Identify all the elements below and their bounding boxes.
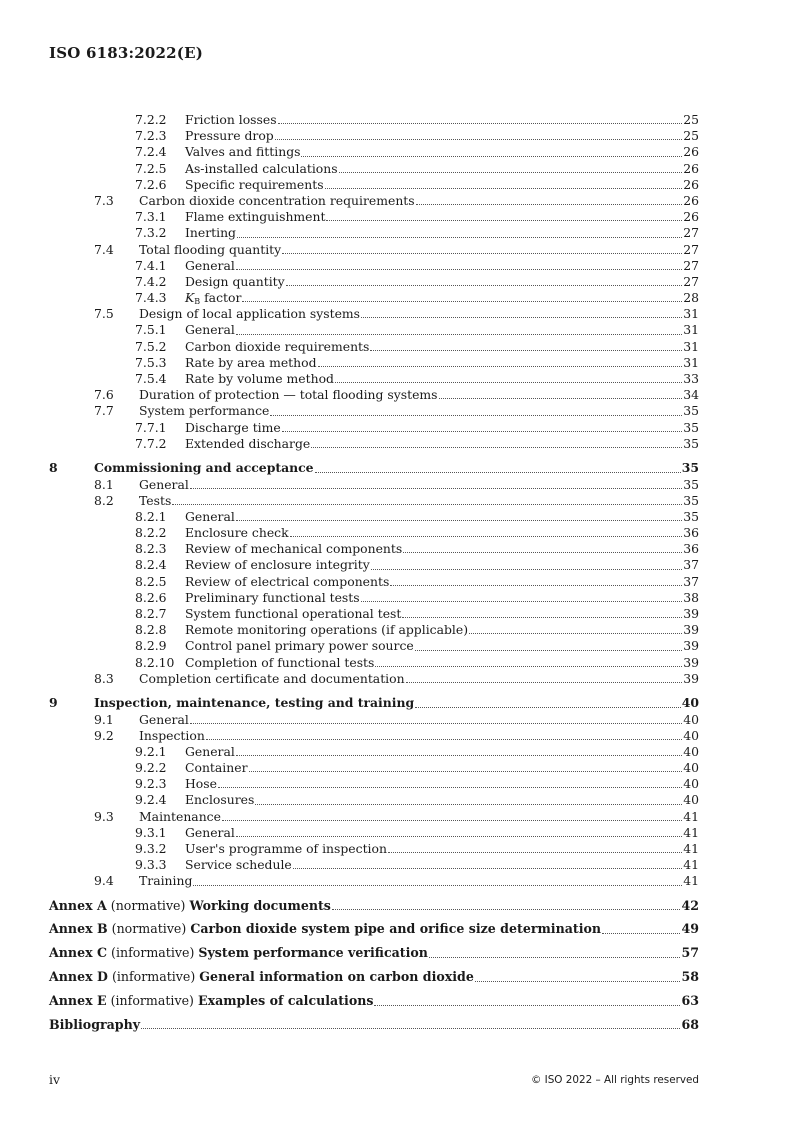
toc-entry-number: 8.2.1	[135, 508, 167, 524]
toc-entry[interactable]	[49, 371, 699, 387]
toc-entry-title: Commissioning and acceptance	[94, 460, 314, 476]
dot-leader	[249, 770, 683, 772]
toc-entry[interactable]	[49, 655, 699, 671]
annex-title: Annex D (informative) General information on carbon dioxide	[49, 965, 474, 989]
toc-entry-title: Friction losses	[185, 112, 277, 127]
toc-entry-title: Review of enclosure integrity	[185, 557, 370, 573]
toc-entry-title: Total flooding quantity	[139, 241, 282, 257]
toc-entry-title: Valves and fittings	[185, 144, 301, 160]
toc-entry-page: 26	[683, 209, 699, 225]
toc-entry[interactable]	[49, 809, 699, 825]
annex-entry[interactable]	[49, 917, 699, 941]
table-of-contents	[49, 112, 699, 1036]
toc-entry-number: 7.2.3	[135, 128, 167, 144]
toc-entry-number: 7.2.5	[135, 160, 167, 176]
toc-entry-page: 25	[683, 128, 699, 144]
toc-entry-page: 35	[683, 476, 699, 492]
document-header: ISO 6183:2022(E)	[49, 44, 203, 62]
toc-entry[interactable]	[49, 290, 699, 306]
toc-entry[interactable]	[49, 622, 699, 638]
toc-entry-number: 8	[49, 460, 58, 476]
toc-entry-page: 40	[683, 711, 699, 727]
toc-entry-title: Enclosures	[185, 792, 255, 808]
toc-entry-number: 9.4	[94, 873, 114, 889]
toc-entry-title: Completion certificate and documentation	[139, 670, 405, 686]
annex-page: 58	[681, 968, 699, 984]
toc-entry-page: 40	[683, 743, 699, 759]
toc-entry-page: 25	[683, 112, 699, 127]
dot-leader	[190, 722, 682, 724]
toc-entry-number: 7.6	[94, 387, 114, 403]
toc-entry-page: 35	[681, 460, 699, 476]
toc-entry-page: 31	[683, 322, 699, 338]
toc-entry[interactable]	[49, 403, 699, 419]
toc-entry-number: 7.3.1	[135, 209, 167, 225]
dot-leader	[206, 738, 682, 740]
toc-entry-number: 9.2.3	[135, 776, 167, 792]
dot-leader	[222, 819, 682, 821]
toc-entry-number: 7.5.4	[135, 371, 167, 386]
dot-leader	[439, 397, 683, 399]
dot-leader	[236, 519, 682, 521]
dot-leader	[190, 487, 682, 489]
dot-leader	[255, 803, 682, 805]
toc-entry-page: 39	[683, 654, 699, 670]
dot-leader	[415, 706, 681, 708]
annex-entry[interactable]	[49, 941, 699, 965]
bibliography-entry[interactable]	[49, 1013, 699, 1037]
toc-entry-title: Discharge time	[185, 419, 281, 435]
toc-entry-title: Flame extinguishment	[185, 209, 326, 225]
toc-entry-page: 27	[683, 241, 699, 257]
toc-entry-number: 7.2.6	[135, 176, 167, 192]
toc-entry-number: 7.7.2	[135, 435, 167, 451]
dot-leader	[388, 851, 682, 853]
annex-page: 63	[681, 992, 699, 1008]
toc-entry-title: System functional operational test	[185, 606, 402, 622]
toc-entry-page: 26	[683, 176, 699, 192]
toc-entry[interactable]	[49, 792, 699, 808]
toc-entry-title: Extended discharge	[185, 435, 311, 451]
toc-entry[interactable]	[49, 274, 699, 290]
toc-entry-page: 41	[683, 873, 699, 889]
dot-leader	[311, 446, 682, 448]
toc-entry-title: Carbon dioxide concentration requirements	[139, 192, 415, 208]
toc-entry[interactable]	[49, 525, 699, 541]
dot-leader	[193, 884, 682, 886]
dot-leader	[290, 535, 683, 537]
dot-leader	[275, 138, 682, 140]
annex-title: Annex C (informative) System performance verification	[49, 941, 428, 965]
toc-entry-title: Hose	[185, 776, 217, 792]
dot-leader	[326, 219, 682, 221]
toc-entry-page: 36	[683, 541, 699, 557]
toc-entry-number: 8.3	[94, 670, 114, 686]
copyright-notice: © ISO 2022 – All rights reserved	[530, 1074, 699, 1086]
toc-entry[interactable]	[49, 695, 699, 711]
toc-entry-page: 41	[683, 808, 699, 824]
toc-entry[interactable]	[49, 322, 699, 338]
toc-entry-number: 8.2.5	[135, 573, 167, 589]
toc-entry-number: 7.2.4	[135, 144, 167, 160]
toc-entry[interactable]	[49, 728, 699, 744]
toc-entry-number: 9.2.1	[135, 743, 167, 759]
toc-entry-page: 41	[683, 841, 699, 857]
toc-entry[interactable]	[49, 509, 699, 525]
toc-entry-number: 7.5.3	[135, 354, 167, 370]
toc-entry[interactable]	[49, 420, 699, 436]
toc-entry-page: 35	[683, 419, 699, 435]
toc-entry-number: 7.5	[94, 306, 114, 322]
toc-entry-title: General	[139, 711, 189, 727]
dot-leader	[390, 584, 682, 586]
toc-entry-title: Review of mechanical components	[185, 541, 403, 557]
toc-entry-page: 35	[683, 403, 699, 419]
toc-entry-number: 7.4	[94, 241, 114, 257]
toc-entry-number: 7.5.2	[135, 338, 167, 354]
toc-entry[interactable]	[49, 638, 699, 654]
toc-entry[interactable]	[49, 242, 699, 258]
dot-leader	[402, 616, 682, 618]
toc-entry[interactable]	[49, 574, 699, 590]
toc-entry-number: 8.2.7	[135, 606, 167, 622]
dot-leader	[286, 284, 683, 286]
toc-entry[interactable]	[49, 112, 699, 128]
annex-page: 57	[681, 945, 699, 961]
toc-entry-number: 7.7	[94, 403, 114, 419]
toc-entry-number: 9.1	[94, 711, 114, 727]
toc-entry-page: 28	[683, 290, 699, 306]
toc-entry-page: 40	[683, 792, 699, 808]
annex-entry[interactable]	[49, 965, 699, 989]
toc-entry-title: Pressure drop	[185, 128, 274, 144]
toc-entry-page: 35	[683, 435, 699, 451]
toc-entry[interactable]	[49, 128, 699, 144]
toc-entry-page: 33	[683, 371, 699, 386]
toc-entry-page: 41	[683, 857, 699, 873]
annex-entry[interactable]	[49, 894, 699, 918]
dot-leader	[415, 649, 683, 651]
toc-entry-number: 8.2.6	[135, 589, 167, 605]
toc-entry[interactable]	[49, 744, 699, 760]
toc-entry-title: Specific requirements	[185, 176, 324, 192]
dot-leader	[403, 551, 682, 553]
toc-entry-page: 31	[683, 354, 699, 370]
dot-leader	[406, 681, 683, 683]
dot-leader	[361, 600, 683, 602]
toc-entry[interactable]	[49, 144, 699, 160]
dot-leader	[339, 171, 683, 173]
toc-entry-page: 27	[683, 225, 699, 241]
annex-title: Bibliography	[49, 1013, 140, 1037]
toc-entry[interactable]	[49, 477, 699, 493]
dot-leader	[416, 203, 683, 205]
dot-leader	[172, 503, 682, 505]
toc-entry-number: 9.3.1	[135, 824, 167, 840]
toc-entry-page: 27	[683, 257, 699, 273]
toc-entry-title: General	[185, 508, 235, 524]
toc-entry-page: 26	[683, 192, 699, 208]
toc-entry-page: 26	[683, 144, 699, 160]
toc-entry-number: 8.2.4	[135, 557, 167, 573]
toc-entry-page: 39	[683, 622, 699, 638]
toc-entry[interactable]	[49, 825, 699, 841]
toc-entry-number: 9.2	[94, 727, 114, 743]
toc-entry-number: 8.2	[94, 492, 114, 508]
toc-entry[interactable]	[49, 606, 699, 622]
annex-page: 49	[681, 921, 699, 937]
toc-entry-number: 9.3.3	[135, 857, 167, 873]
dot-leader	[375, 665, 682, 667]
toc-entry-number: 8.1	[94, 476, 114, 492]
toc-entry[interactable]	[49, 541, 699, 557]
toc-entry-title: Service schedule	[185, 857, 292, 873]
dot-leader	[236, 835, 682, 837]
toc-entry-title: General	[185, 322, 235, 338]
toc-entry[interactable]	[49, 177, 699, 193]
dot-leader	[282, 252, 682, 254]
toc-entry-page: 37	[683, 557, 699, 573]
toc-entry-number: 9.2.4	[135, 792, 167, 808]
toc-entry-title: Tests	[139, 492, 172, 508]
toc-entry[interactable]	[49, 193, 699, 209]
dot-leader	[236, 754, 682, 756]
toc-entry-title: Design of local application systems	[139, 306, 361, 322]
toc-entry-title: Completion of functional tests	[185, 654, 375, 670]
annex-title: Annex B (normative) Carbon dioxide system pipe and orifice size determination	[49, 917, 601, 941]
page-number: iv	[49, 1072, 60, 1087]
toc-entry-title: Preliminary functional tests	[185, 589, 360, 605]
toc-entry-number: 7.3.2	[135, 225, 167, 241]
dot-leader	[370, 349, 682, 351]
toc-entry[interactable]	[49, 436, 699, 452]
dot-leader	[237, 236, 682, 238]
toc-entry-title: Training	[139, 873, 193, 889]
toc-entry-title: General	[139, 476, 189, 492]
toc-entry-page: 40	[683, 727, 699, 743]
toc-entry-page: 35	[683, 492, 699, 508]
toc-entry[interactable]	[49, 209, 699, 225]
toc-entry-title: Review of electrical components	[185, 573, 390, 589]
toc-entry-number: 8.2.10	[135, 654, 175, 670]
dot-leader	[361, 316, 682, 318]
toc-entry-title: Carbon dioxide requirements	[185, 338, 370, 354]
dot-leader	[315, 471, 681, 473]
dot-leader	[236, 333, 682, 335]
annex-title: Annex E (informative) Examples of calculations	[49, 989, 373, 1013]
toc-entry-title: Design quantity	[185, 273, 285, 289]
annex-page: 68	[681, 1016, 699, 1032]
toc-entry-page: 38	[683, 589, 699, 605]
toc-entry[interactable]	[49, 760, 699, 776]
toc-entry[interactable]	[49, 225, 699, 241]
toc-entry[interactable]	[49, 712, 699, 728]
toc-entry-number: 8.2.3	[135, 541, 167, 557]
toc-entry-page: 26	[683, 160, 699, 176]
toc-entry-title: System performance	[139, 403, 270, 419]
toc-entry-title: Rate by area method	[185, 354, 317, 370]
toc-entry-title: Duration of protection — total flooding systems	[139, 387, 438, 403]
toc-entry[interactable]	[49, 557, 699, 573]
toc-entry-page: 35	[683, 508, 699, 524]
toc-entry-title: General	[185, 824, 235, 840]
toc-entry-title: General	[185, 257, 235, 273]
toc-entry-title: Inspection	[139, 727, 205, 743]
annex-entry[interactable]	[49, 989, 699, 1013]
toc-entry[interactable]	[49, 873, 699, 889]
toc-entry-page: 31	[683, 306, 699, 322]
toc-entry-number: 8.2.2	[135, 525, 167, 541]
toc-entry-page: 31	[683, 338, 699, 354]
toc-entry-title: User's programme of inspection	[185, 841, 387, 857]
toc-entry-title: Maintenance	[139, 808, 221, 824]
toc-entry[interactable]	[49, 306, 699, 322]
dot-leader	[318, 365, 683, 367]
toc-entry-number: 7.4.3	[135, 290, 167, 306]
toc-entry-number: 9	[49, 695, 58, 711]
toc-entry[interactable]	[49, 161, 699, 177]
toc-entry[interactable]	[49, 339, 699, 355]
toc-entry-page: 37	[683, 573, 699, 589]
dot-leader	[278, 122, 683, 124]
toc-entry-title: Rate by volume method	[185, 371, 334, 386]
toc-entry-page: 40	[683, 760, 699, 776]
dot-leader	[293, 867, 682, 869]
toc-entry[interactable]	[49, 590, 699, 606]
dot-leader	[325, 187, 683, 189]
toc-entry-title: Inspection, maintenance, testing and training	[94, 695, 415, 711]
toc-entry-number: 8.2.9	[135, 638, 167, 654]
dot-leader	[270, 414, 682, 416]
toc-entry-page: 34	[683, 387, 699, 403]
toc-entry-page: 39	[683, 670, 699, 686]
dot-leader	[141, 1027, 680, 1029]
toc-entry-number: 9.2.2	[135, 760, 167, 776]
dot-leader	[332, 908, 681, 910]
toc-entry-title: Container	[185, 760, 248, 776]
toc-entry-number: 9.3	[94, 808, 114, 824]
annex-title: Annex A (normative) Working documents	[49, 894, 331, 918]
toc-entry-page: 41	[683, 824, 699, 840]
toc-entry-page: 27	[683, 273, 699, 289]
toc-entry[interactable]	[49, 355, 699, 371]
toc-entry[interactable]	[49, 671, 699, 687]
toc-entry-page: 36	[683, 525, 699, 541]
toc-entry-title: Enclosure check	[185, 525, 289, 541]
toc-entry-title: General	[185, 743, 235, 759]
toc-entry-title: Remote monitoring operations (if applicable)	[185, 622, 469, 638]
toc-entry-number: 7.4.2	[135, 273, 167, 289]
annex-page: 42	[681, 897, 699, 913]
toc-entry-number: 7.3	[94, 192, 114, 208]
toc-entry-title: Inerting	[185, 225, 236, 241]
toc-entry[interactable]	[49, 776, 699, 792]
dot-leader	[371, 568, 682, 570]
dot-leader	[218, 786, 682, 788]
toc-entry-page: 39	[683, 606, 699, 622]
dot-leader	[469, 632, 682, 634]
toc-entry-page: 39	[683, 638, 699, 654]
dot-leader	[301, 155, 682, 157]
dot-leader	[475, 980, 681, 982]
toc-entry-number: 7.5.1	[135, 322, 167, 338]
toc-entry[interactable]	[49, 387, 699, 403]
toc-entry-number: 7.4.1	[135, 257, 167, 273]
toc-entry-number: 9.3.2	[135, 841, 167, 857]
toc-entry[interactable]	[49, 857, 699, 873]
toc-entry-number: 7.7.1	[135, 419, 167, 435]
toc-entry-number: 7.2.2	[135, 112, 167, 127]
dot-leader	[236, 268, 682, 270]
toc-entry-page: 40	[683, 776, 699, 792]
dot-leader	[374, 1004, 680, 1006]
toc-entry-number: 8.2.8	[135, 622, 167, 638]
toc-entry[interactable]	[49, 258, 699, 274]
toc-entry[interactable]	[49, 460, 699, 476]
dot-leader	[335, 381, 682, 383]
toc-entry-title: Control panel primary power source	[185, 638, 414, 654]
toc-entry[interactable]	[49, 493, 699, 509]
toc-entry[interactable]	[49, 841, 699, 857]
toc-entry-title: As-installed calculations	[185, 160, 338, 176]
toc-entry-page: 40	[681, 695, 699, 711]
toc-entry-title: $K_B$ factor	[185, 290, 241, 310]
dot-leader	[429, 956, 681, 958]
dot-leader	[282, 430, 683, 432]
dot-leader	[602, 932, 680, 934]
dot-leader	[242, 300, 682, 302]
